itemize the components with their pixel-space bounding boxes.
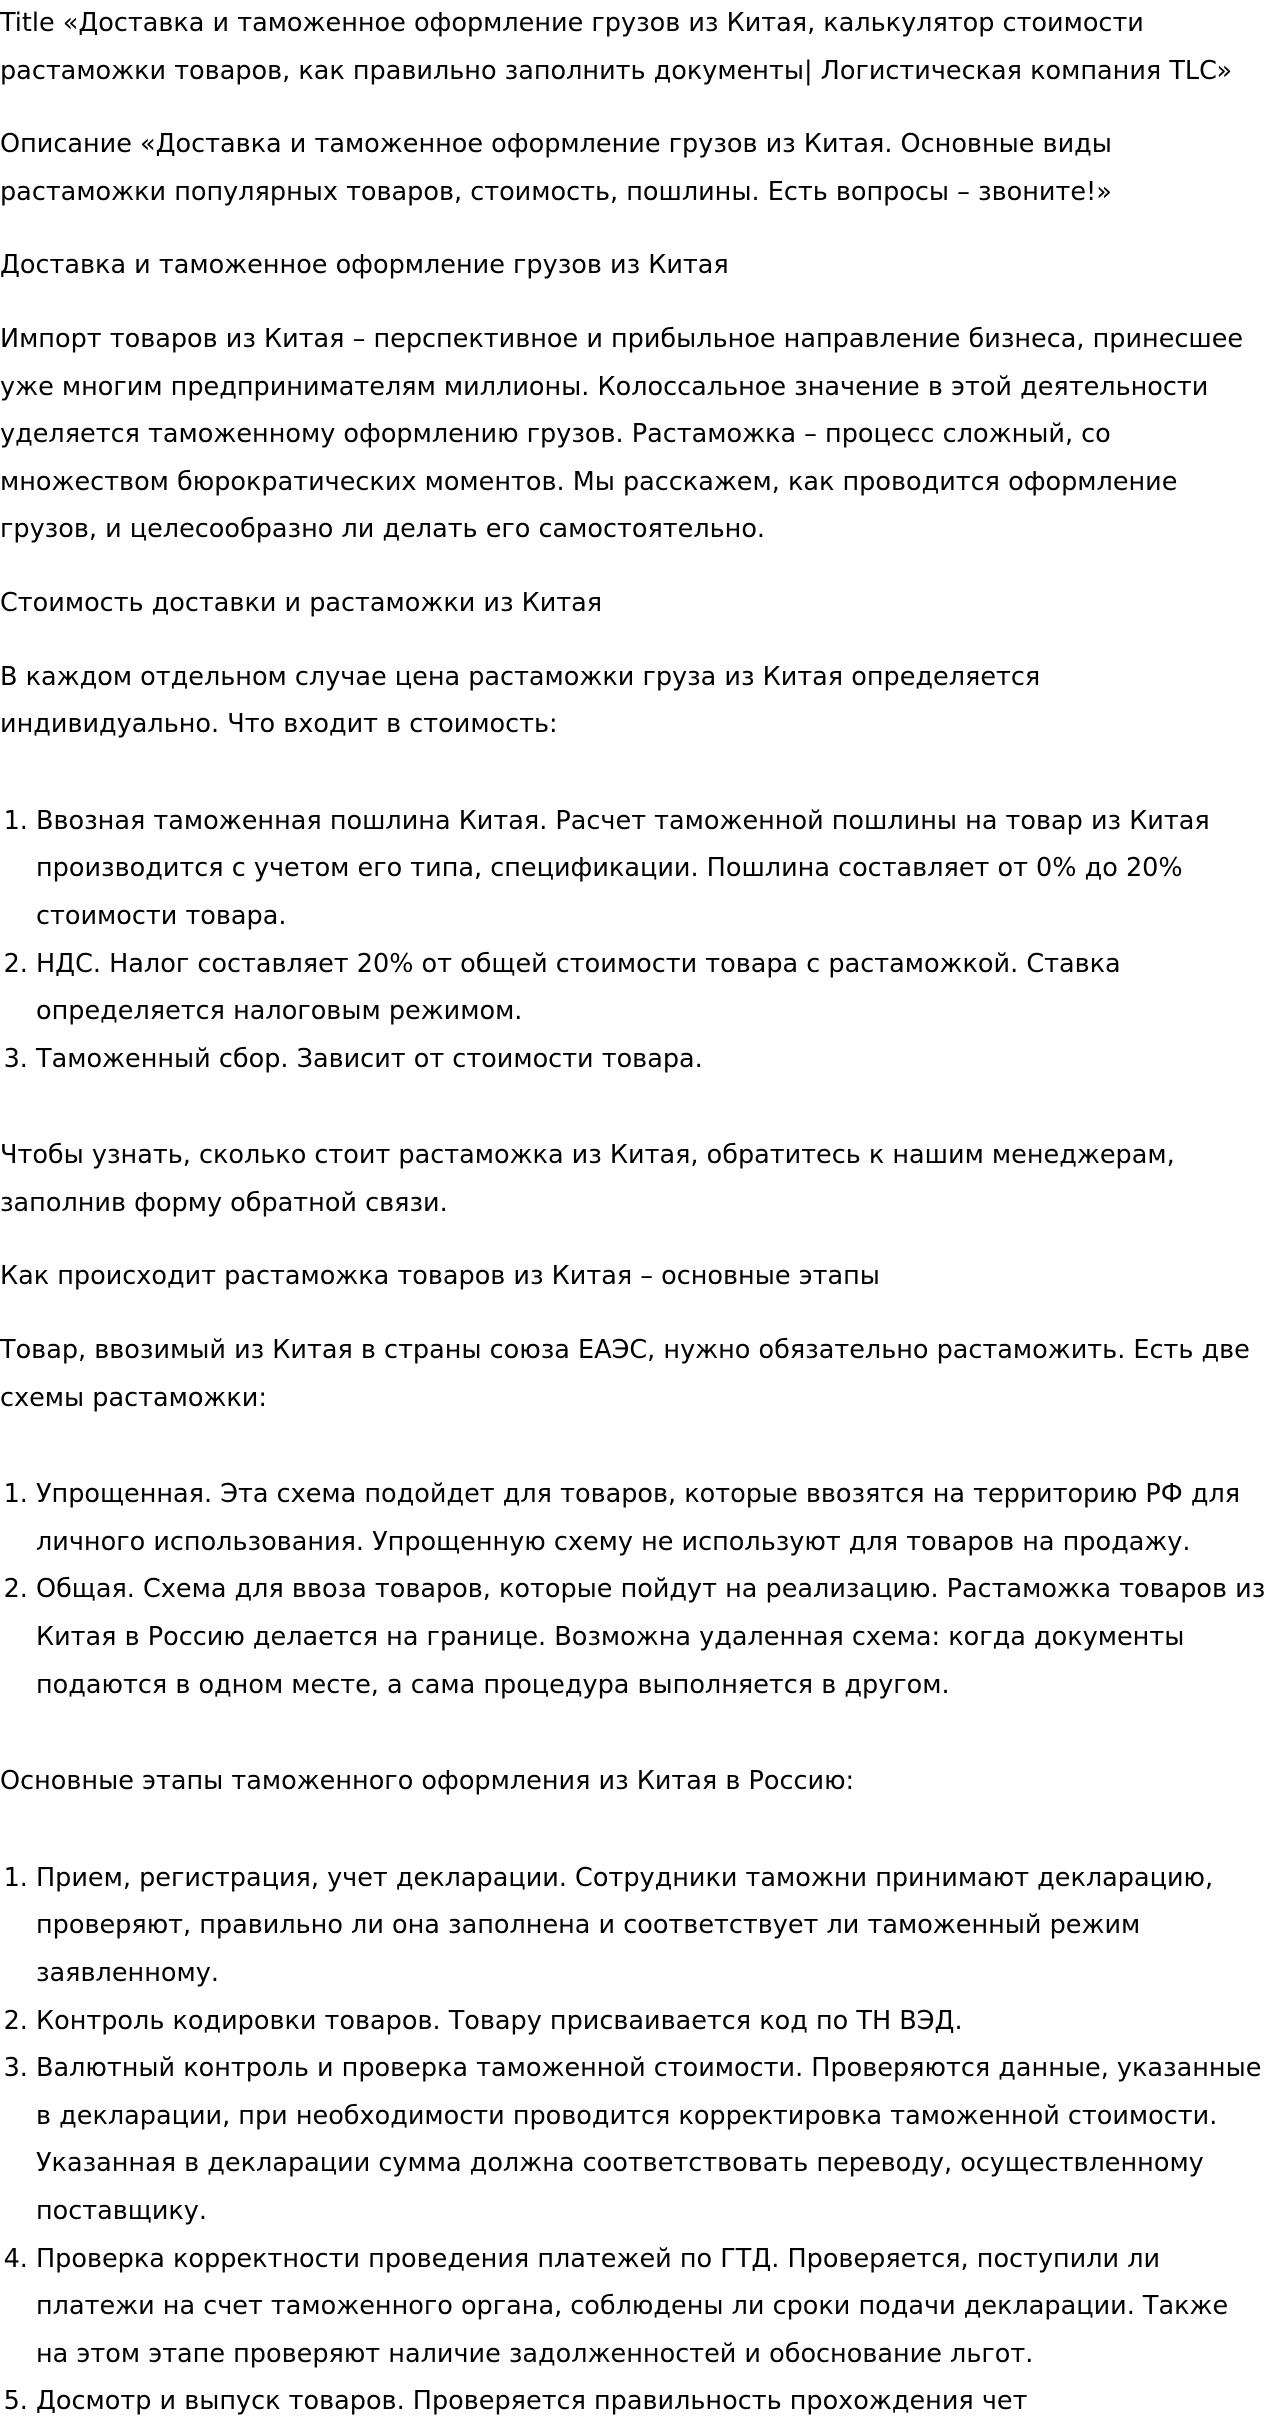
- cost-heading: Стоимость доставки и растаможки из Китая: [0, 587, 603, 618]
- list-item: 5. Досмотр и выпуск товаров. Проверяется правильность прохождения чет: [36, 2378, 1266, 2418]
- meta-title: Title «Доставка и таможенное оформление грузов из Китая, калькулятор стоимости растаможки товаров, как правильно заполнить документы| Логистическая компания TLC»: [0, 8, 1233, 86]
- list-item: 1. Ввозная таможенная пошлина Китая. Расчет таможенной пошлины на товар из Китая производится с учетом его типа, спецификации. Пошлина составляет от 0% до 20% стоимости товара.: [36, 798, 1266, 941]
- list-item: 3. Таможенный сбор. Зависит от стоимости товара.: [36, 1036, 1266, 1084]
- cost-lead: В каждом отдельном случае цена растаможки груза из Китая определяется индивидуально. Что входит в стоимость:: [0, 661, 1041, 740]
- schemes-list: [0, 1471, 1266, 1709]
- list-item: 4. Проверка корректности проведения платежей по ГТД. Проверяется, поступили ли платежи на счет таможенного органа, соблюдены ли сроки подачи декларации. Также на этом этапе проверяют наличие задолженностей и обоснование льгот.: [36, 2236, 1266, 2379]
- stages-list: [0, 1855, 1266, 2418]
- article-heading: Доставка и таможенное оформление грузов из Китая: [0, 250, 729, 281]
- list-item: 2. НДС. Налог составляет 20% от общей стоимости товара с растаможкой. Ставка определяется налоговым режимом.: [36, 941, 1266, 1036]
- list-item: 2. Общая. Схема для ввоза товаров, которые пойдут на реализацию. Растаможка товаров из Китая в Россию делается на границе. Возможна удаленная схема: когда документы подаются в одном месте, а сама процедура выполняется в другом.: [36, 1566, 1266, 1709]
- cost-outro: Чтобы узнать, сколько стоит растаможка из Китая, обратитесь к нашим менеджерам, заполнив форму обратной связи.: [0, 1140, 1175, 1218]
- cost-list: [0, 798, 1266, 1084]
- article-intro: Импорт товаров из Китая – перспективное и прибыльное направление бизнеса, принесшее уже многим предпринимателям миллионы. Колоссальное значение в этой деятельности уделяется таможенному оформлению грузов. Растаможка – процесс сложный, со множеством бюрократических моментов. Мы расскажем, как проводится оформление грузов, и целесообразно ли делать его самостоятельно.: [0, 323, 1244, 545]
- list-item: 1. Упрощенная. Эта схема подойдет для товаров, которые ввозятся на территорию РФ для личного использования. Упрощенную схему не используют для товаров на продажу.: [36, 1471, 1266, 1566]
- stages-lead: Основные этапы таможенного оформления из Китая в Россию:: [0, 1766, 855, 1797]
- meta-description: Описание «Доставка и таможенное оформление грузов из Китая. Основные виды растаможки популярных товаров, стоимость, пошлины. Есть вопросы – звоните!»: [0, 129, 1112, 207]
- list-item: 3. Валютный контроль и проверка таможенной стоимости. Проверяются данные, указанные в декларации, при необходимости проводится корректировка таможенной стоимости. Указанная в декларации сумма должна соответствовать переводу, осуществленному поставщику.: [36, 2045, 1266, 2235]
- process-lead: Товар, ввозимый из Китая в страны союза ЕАЭС, нужно обязательно растаможить. Есть две схемы растаможки:: [0, 1335, 1250, 1413]
- process-heading: Как происходит растаможка товаров из Китая – основные этапы: [0, 1261, 880, 1292]
- list-item: 2. Контроль кодировки товаров. Товару присваивается код по ТН ВЭД.: [36, 1998, 1266, 2046]
- list-item: 1. Прием, регистрация, учет декларации. Сотрудники таможни принимают декларацию, проверяют, правильно ли она заполнена и соответствует ли таможенный режим заявленному.: [36, 1855, 1266, 1998]
